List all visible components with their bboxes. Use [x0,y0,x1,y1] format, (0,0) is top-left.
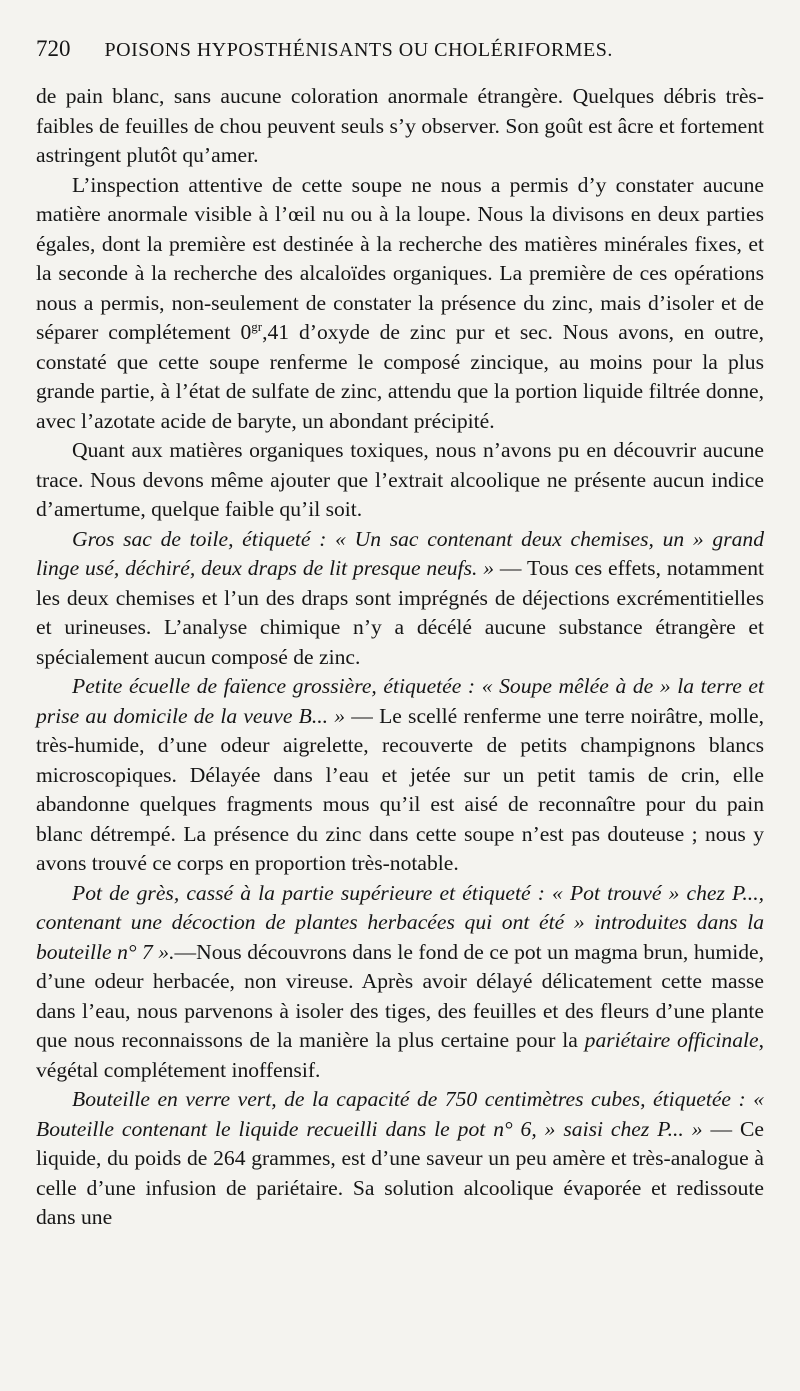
italic-text: pariétaire officinale [584,1028,759,1052]
text-run: L’inspection attentive de cette soupe ne nous a permis d’y constater aucune matière anormale visible à l’œil nu ou à la loupe. Nous la divisons en deux parties égales, dont la première est destinée à la recherche des matières minérales fixes, et la seconde à la recherche des alcaloïdes organiques. La première de ces opérations nous a permis, non-seulement de constater la présence du zinc, mais d’isoler et de séparer complétement 0 [36,172,764,344]
text-run: — Tous ces effets, notamment les deux chemises et l’un des draps sont imprégnés de déjections excrémentitielles et urineuses. L’analyse chimique n’y a décélé aucune substance étrangère et spécialement aucun composé de zinc. [36,556,764,669]
text-run: — Le scellé renferme une terre noirâtre, molle, très-humide, d’une odeur aigrelette, recouverte de petits champignons blancs microscopiques. Délayée dans l’eau et jetée sur un petit tamis de crin, elle abandonne quelques fragments mous qu’il est aisé de reconnaître pour du pain blanc détrempé. La présence du zinc dans cette soupe n’est pas douteuse ; nous y avons trouvé ce corps en proportion très-notable. [36,703,765,875]
paragraph [36,1085,764,1233]
paragraph [36,525,764,673]
italic-text: Bouteille en verre vert, de la capacité de 750 centimètres cubes, étiquetée : « Bouteille contenant le liquide recueilli dans le pot n° 6, » saisi chez P... » [36,1087,764,1141]
text-run: — Ce liquide, du poids de 264 grammes, est d’une saveur un peu amère et très-analogue à celle d’une infusion de pariétaire. Sa solution alcoolique évaporée et redissoute dans une [36,1116,764,1229]
paragraph [36,879,764,1086]
paragraph [36,672,764,879]
superscript-unit: gr [251,318,263,334]
text-run: Quant aux matières organiques toxiques, nous n’avons pu en découvrir aucune trace. Nous devons même ajouter que l’extrait alcoolique ne présente aucun indice d’amertume, quelque faible qu’il soit. [36,438,764,521]
paragraph [36,436,764,525]
running-title: POISONS HYPOSTHÉNISANTS OU CHOLÉRIFORMES. [104,39,613,61]
text-run: ,41 d’oxyde de zinc pur et sec. Nous avons, en outre, constaté que cette soupe renferme le composé zincique, au moins pour la plus grande partie, à l’état de sulfate de zinc, attendu que la portion liquide filtrée donne, avec l’azotate acide de baryte, un abondant précipité. [36,320,764,433]
italic-text: Pot de grès, cassé à la partie supérieure et étiqueté : « Pot trouvé » chez P..., contenant une décoction de plantes herbacées qui ont été » introduites dans la bouteille n° 7 ». [36,880,764,964]
paragraph [36,82,764,171]
page-header [36,36,764,76]
text-run: , végétal complétement inoffensif. [36,1028,764,1082]
text-run: —Nous découvrons dans le fond de ce pot un magma brun, humide, d’une odeur herbacée, non vireuse. Après avoir délayé délicatement cette masse dans l’eau, nous parvenons à isoler des tiges, des feuilles et des fleurs d’une plante que nous reconnaissons de la manière la plus certaine pour la [36,939,764,1052]
italic-text: Gros sac de toile, étiqueté : « Un sac contenant deux chemises, un » grand linge usé, déchiré, deux draps de lit presque neufs. » [36,526,764,580]
page-number: 720 [36,36,71,61]
text-run: de pain blanc, sans aucune coloration anormale étrangère. Quelques débris très-faibles de feuilles de chou peuvent seuls s’y observer. Son goût est âcre et fortement astringent plutôt qu’amer. [36,84,764,167]
italic-text: Petite écuelle de faïence grossière, étiquetée : « Soupe mêlée à de » la terre et prise au domicile de la veuve B... » [36,674,764,728]
paragraph [36,171,764,437]
body-text [36,82,764,1233]
